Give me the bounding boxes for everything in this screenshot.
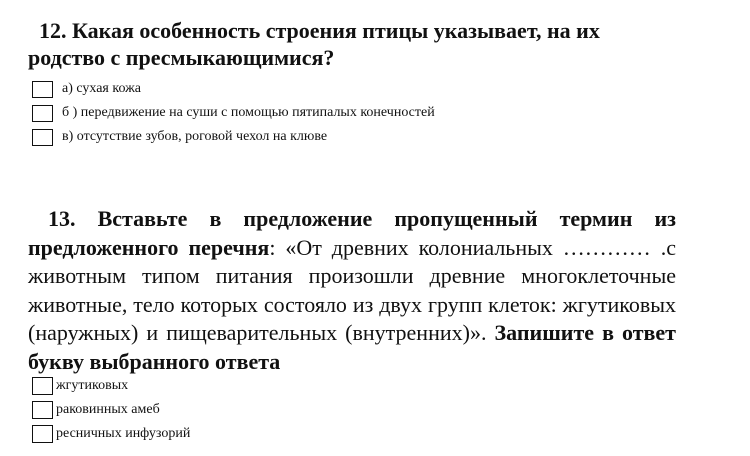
- q12-option-c[interactable]: [32, 128, 327, 146]
- question-13-instruction: Запишите в ответ букву выбранного ответа: [28, 320, 676, 374]
- q12-option-a-label: а) сухая кожа: [62, 81, 142, 96]
- q12-option-b-checkbox[interactable]: [32, 105, 53, 122]
- question-12-title-line-1: 12. Какая особенность строения птицы указывает, на их: [39, 18, 600, 43]
- q13-option-3-checkbox[interactable]: [32, 425, 53, 443]
- q13-option-3-label: ресничных инфузорий: [56, 426, 191, 441]
- q13-option-3[interactable]: [32, 425, 190, 443]
- q12-option-b-label: б ) передвижение на суши с помощью пятипалых конечностей: [62, 105, 435, 120]
- q13-option-2-label: раковинных амеб: [56, 402, 160, 417]
- q13-option-1[interactable]: [32, 377, 128, 395]
- question-13-heading: 13. Вставьте в предложение пропущенный термин из предложенного перечня: [28, 206, 676, 260]
- q13-option-2[interactable]: [32, 401, 160, 419]
- q12-option-a-checkbox[interactable]: [32, 81, 53, 98]
- q13-option-1-label: жгутиковых: [56, 378, 129, 393]
- q13-option-2-checkbox[interactable]: [32, 401, 53, 419]
- q12-option-a[interactable]: [32, 80, 141, 98]
- question-13-text: [28, 205, 676, 376]
- question-12-title-line-2: родство с пресмыкающимися?: [28, 45, 335, 70]
- question-13-body: : «От древних колониальных ………… .с животным типом питания произошли древние многоклеточные животные, тело которых состояло из двух групп клеток: жгутиковых (наружных) и пищеварительных (внутренних)».: [28, 234, 676, 345]
- question-12-title: [28, 17, 718, 71]
- q12-option-c-label: в) отсутствие зубов, роговой чехол на клюве: [62, 129, 328, 144]
- q12-option-c-checkbox[interactable]: [32, 129, 53, 146]
- q12-option-b[interactable]: [32, 104, 435, 122]
- q13-option-1-checkbox[interactable]: [32, 377, 53, 395]
